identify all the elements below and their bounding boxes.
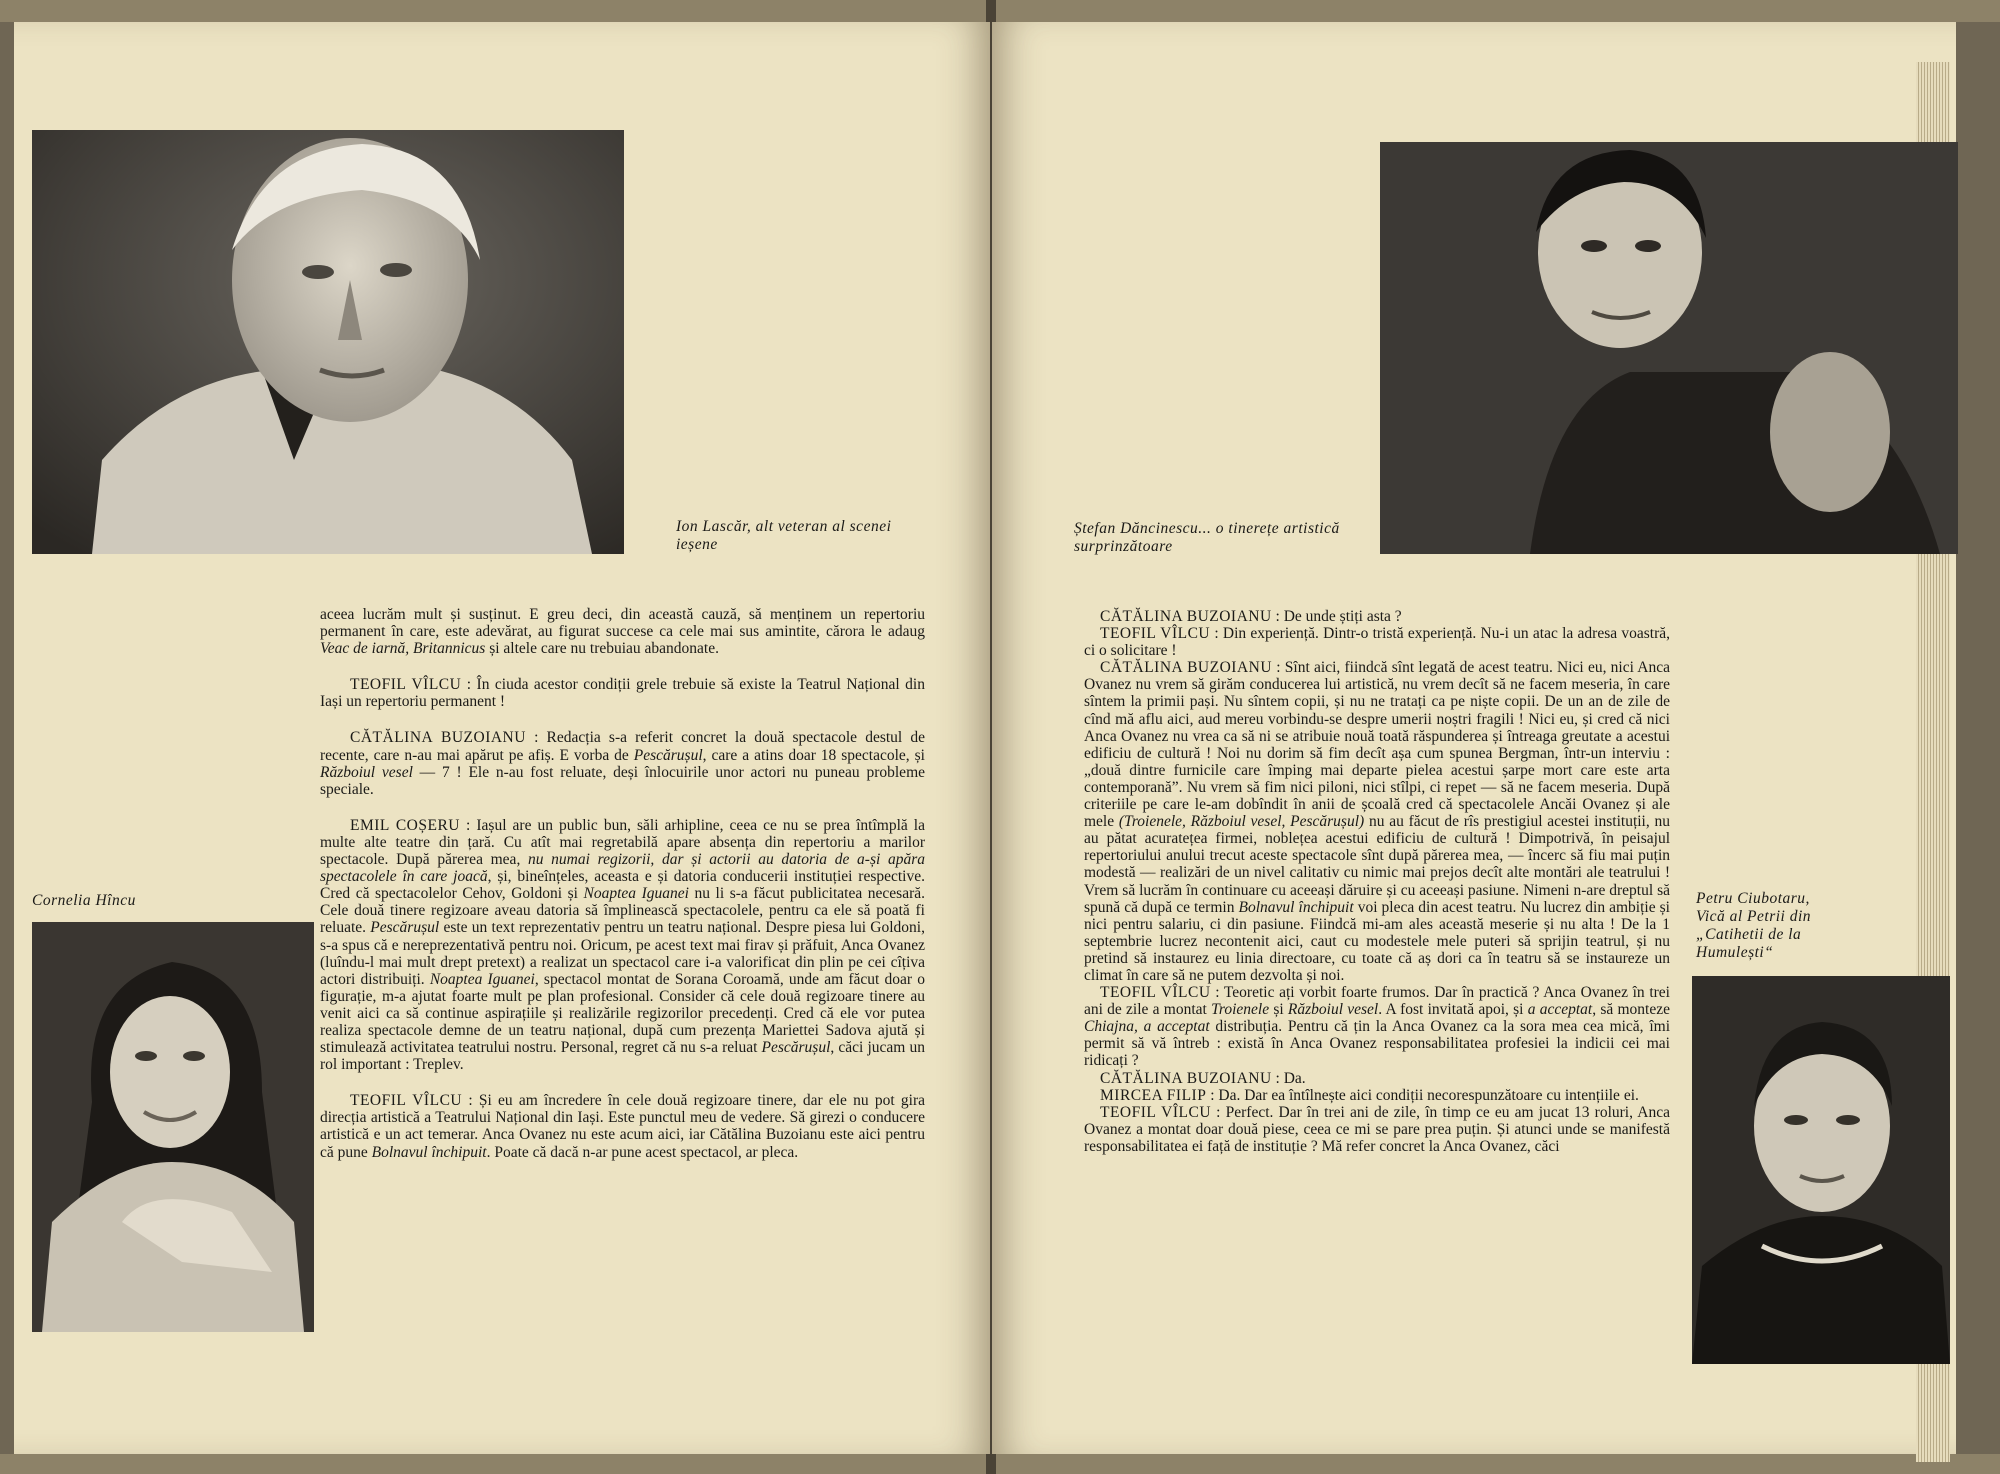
speaker-name: EMIL COȘERU (350, 816, 460, 834)
text-run: : Perfect. Dar în trei ani de zile, în timp ce eu am jucat 13 roluri, Anca Ovanez a montat doar două piese, ceea ce mi se pare prea puțin. Și atunci unde se manifestă responsabilitatea ei față de instituție ? Mă refer concret la Anca Ovanez, căci (1084, 1103, 1670, 1155)
text-run: — 7 ! Ele n-au fost reluate, deși înlocuirile unor actori nu puneau probleme speciale. (320, 763, 925, 798)
speaker-name: TEOFIL VÎLCU (1100, 625, 1211, 643)
right-page (992, 22, 1956, 1454)
italic-title: Pescărușul (761, 1039, 831, 1057)
speaker-name: TEOFIL VÎLCU (350, 676, 462, 694)
text-run: este un text reprezentativ pentru un teatru național. Despre piesa lui Goldoni, s-a spus că e nereprezentativă pentru noi. Oricum, pe acest text mai firav și prăfuit, Anca Ovanez (luîndu-l mai mult drept pretext) a realizat un spectacol care i-a valorificat din plin pe cei cîțiva actori distribuiți. (320, 919, 925, 988)
italic-title: Pescărușul (633, 746, 703, 764)
photo-caption-cornelia-hincu: Cornelia Hîncu (32, 892, 136, 909)
portrait-photo-cornelia-hincu (32, 922, 314, 1332)
text-run: . Poate că dacă n-ar pune acest spectacol, ar pleca. (486, 1143, 799, 1161)
article-paragraph (1084, 625, 1670, 659)
text-run: , să monteze (1592, 1001, 1670, 1019)
speaker-name: CĂTĂLINA BUZOIANU (1100, 1069, 1272, 1087)
speaker-name: TEOFIL VÎLCU (1100, 1103, 1212, 1121)
left-page (14, 22, 990, 1454)
italic-title: Războiul vesel (1287, 1001, 1379, 1019)
speaker-name: CĂTĂLINA BUZOIANU (1100, 608, 1272, 625)
article-paragraph (1084, 1070, 1670, 1087)
portrait-petru-ciubotaru-image (1692, 976, 1950, 1364)
text-run: și (1269, 1001, 1288, 1019)
speaker-name: CĂTĂLINA BUZOIANU (350, 729, 526, 747)
italic-title: Troienele (1211, 1001, 1270, 1019)
text-run: , spectacol montat de Sorana Coroamă, unde am făcut doar o figurație, m-a ajutat foarte mult pe plan profesional. Consider că cele două regizoare tinere au venit aici ca să continue aspirațiile și realizările regizorilor precedenți. Cred că ele vor putea realiza spectacole demne de un teatru național, după cum prezența Mariettei Sadova ajută și stimulează activitatea teatrului nostru. Personal, regret că nu s-a reluat (320, 970, 925, 1057)
italic-title: Veac de iarnă, Britannicus (320, 640, 486, 658)
text-run: , căci jucam un rol important : Treplev. (320, 1039, 925, 1074)
portrait-photo-ion-lascar (32, 130, 624, 554)
text-run: voi pleca din acest teatru. Nu lucrez din ambiție și nici pentru salariu, ci din pasiune. Fiindcă mi-am ales această meserie și nu alta ! De la 1 septembrie lucrez necontenit aici, caut cu modestele mele puteri să sprijin teatrul, și nu pretind să instaurez eu linia directoare, cu toate că aș dori ca în teatru să se instaureze un climat în care să ne putem dezvolta și noi. (1084, 898, 1670, 984)
article-paragraph (1084, 984, 1670, 1069)
photo-caption-stefan-dancinescu: Ștefan Dăncinescu... o tinerețe artistică surprinzătoare (1074, 520, 1340, 555)
photo-caption-ion-lascar: Ion Lascăr, alt veteran al scenei ieșene (676, 518, 892, 553)
text-run: distribuția. Pentru că țin la Anca Ovanez ca la sora mea cea mică, îmi permit să vă întreb : există în Anca Ovanez responsabilitatea profesiei la indicii cei mai ridicați ? (1084, 1018, 1671, 1070)
photo-caption-petru-ciubotaru: Petru Ciubotaru, Vică al Petrii din „Catihetii de la Humulești“ (1696, 890, 1812, 961)
text-run: , care a atins doar 18 spectacole, și (702, 746, 925, 764)
text-run: : Și eu am încredere în cele două regizoare tinere, dar ele nu pot gira direcția artistică a Teatrului Național din Iași. Este punctul meu de vedere. Să girezi o conducere artistică e un act temerar. Anca Ovanez nu este acum aici, iar Cătălina Buzoianu este aici pentru că pune (320, 1092, 925, 1161)
italic-title: (Troienele, Războiul vesel, Pescărușul) (1118, 813, 1365, 831)
article-paragraph (320, 676, 925, 710)
book-cover-edge (0, 0, 2000, 22)
italic-title: Noaptea Iguanei (583, 885, 689, 903)
text-run: : Sînt aici, fiindcă sînt legată de acest teatru. Nici eu, nici Anca Ovanez nu vrem să girăm conducerea lui artistică, nu vrem decît să ne facem meseria, în care sîntem la primii pași. Nu sîntem copii, și nu ne tratați ca pe niște copii. De un an de zile de cînd mă aflu aici, aud mereu vorbindu-se despre umerii noștri fragili ! Nici eu, și cred că nici Anca Ovanez nu vrea ca să ni se atribuie nouă toată răspunderea și întreaga greutate a acestui edificiu de cultură ! Noi nu dorim să fim decît așa cum spunea Bergman, într-un interviu : „două dintre furnicile care împing mai departe pielea acestui șarpe mort care este arta contemporană”. Nu vrem să fim nici piloni, nici stîlpi, ci repet — să ne facem meseria. După criteriile pe care le-am dobîndit în anii de școală cred că spectacolele Ancăi Ovanez și ale mele (1084, 659, 1671, 831)
text-run: și altele care nu trebuiau abandonate. (485, 640, 719, 658)
article-text-left (320, 606, 925, 1161)
article-paragraph (1084, 1087, 1670, 1104)
portrait-stefan-dancinescu-image (1380, 142, 1958, 554)
italic-title: Noaptea Iguanei (429, 970, 535, 988)
text-run: : Teoretic ați vorbit foarte frumos. Dar în practică ? Anca Ovanez în trei ani de zile a montat (1084, 984, 1670, 1019)
text-run: aceea lucrăm mult și susținut. E greu deci, din această cauză, să menținem un repertoriu permanent în care, este adevărat, au figurat succese ca cele mai sus amintite, cărora le adaug (320, 606, 925, 641)
article-text-right (1084, 608, 1670, 1155)
text-run: nu li s-a făcut publicitatea necesară. Cele două tinere regizoare aveau datoria să împlinească spectacolele, pentru ca ele să poată fi reluate. (320, 885, 925, 937)
text-run: : Din experiență. Dintr-o tristă experiență. Nu-i un atac la adresa voastră, ci o solicitare ! (1084, 625, 1670, 660)
text-run: , și, bineînțeles, aceasta e și datoria conducerii instituției respective. Cred că spectacolelor Cehov, Goldoni și (320, 868, 925, 903)
text-run: : Iașul are un public bun, săli arhipline, ceea ce nu se prea întîmplă la multe alte teatre din țară. Cu atît mai regretabilă apare absența din repertoriu a marilor spectacole. După părerea mea, (320, 816, 925, 869)
portrait-cornelia-hincu-image (32, 922, 314, 1332)
article-paragraph (1084, 1104, 1670, 1155)
speaker-name: TEOFIL VÎLCU (1100, 984, 1211, 1002)
portrait-photo-stefan-dancinescu (1380, 142, 1958, 554)
article-paragraph (1084, 659, 1670, 984)
italic-title: Pescărușul (370, 919, 440, 937)
article-paragraph (320, 817, 925, 1073)
article-paragraph (1084, 608, 1670, 625)
speaker-name: CĂTĂLINA BUZOIANU (1100, 659, 1273, 677)
article-paragraph (320, 729, 925, 797)
article-paragraph (320, 606, 925, 657)
text-run: : În ciuda acestor condiții grele trebuie să existe la Teatrul Național din Iași un repertoriu permanent ! (320, 676, 925, 711)
italic-title: a acceptat (1527, 1001, 1593, 1019)
italic-title: nu numai regizorii, dar și actorii au datoria de a-și apăra spectacolele în care joacă (320, 851, 925, 886)
book-cover-edge (0, 1454, 2000, 1474)
portrait-photo-petru-ciubotaru (1692, 976, 1950, 1364)
text-run: : Da. Dar ea întîlnește aici condiții necorespunzătoare cu intențiile ei. (1206, 1086, 1639, 1104)
article-paragraph (320, 1092, 925, 1160)
text-run: : Redacția s-a referit concret la două spectacole destul de recente, care n-au mai apărut pe afiș. E vorba de (320, 729, 926, 764)
text-run: : Da. (1271, 1069, 1306, 1087)
italic-title: Bolnavul închipuit (1238, 898, 1354, 916)
text-run: : De unde știți asta ? (1271, 608, 1402, 625)
italic-title: Războiul vesel (320, 763, 413, 781)
italic-title: Bolnavul închipuit (371, 1143, 487, 1161)
speaker-name: TEOFIL VÎLCU (350, 1092, 463, 1110)
italic-title: Chiajna, a acceptat (1084, 1018, 1210, 1036)
portrait-ion-lascar-image (32, 130, 624, 554)
text-run: . A fost invitată apoi, și (1378, 1001, 1528, 1019)
text-run: nu au făcut de rîs prestigiul acestei instituții, nu au pătat acuratețea firmei, noblețea acestui edificiu de cultură ! Dimpotrivă, în peisajul repertoriului anului trecut aceste spectacole sînt după părerea mea, — încerc să fiu mai puțin modestă — realizări de un nivel calitativ cu nimic mai prejos decît alte montări ale teatrului ! Vrem să lucrăm în continuare cu aceeași dăruire și cu aceeași pasiune. Nimeni n-are dreptul să spună că după ce termin (1084, 813, 1670, 916)
speaker-name: MIRCEA FILIP (1100, 1086, 1207, 1104)
